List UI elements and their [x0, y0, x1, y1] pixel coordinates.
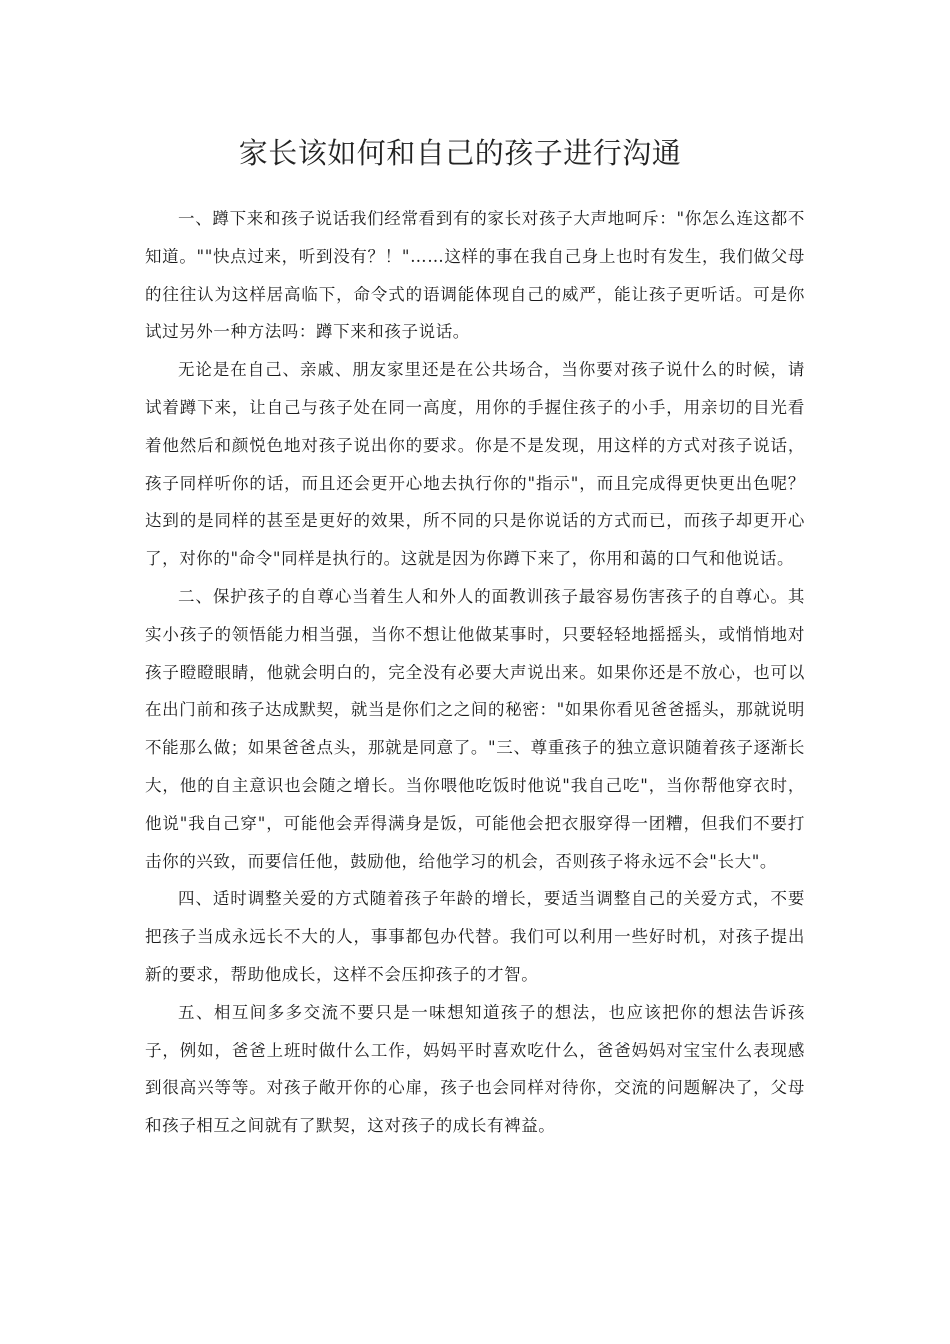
paragraph-same-height: 无论是在自己、亲戚、朋友家里还是在公共场合，当你要对孩子说什么的时候，请试着蹲下来，让自己与孩子处在同一高度，用你的手握住孩子的小手，用亲切的目光看着他然后和颜悦色地对孩子说出你的要求。你是不是发现，用这样的方式对孩子说话，孩子同样听你的话，而且还会更开心地去执行你的"指示"，而且完成得更快更出色呢？达到的是同样的甚至是更好的效果，所不同的只是你说话的方式而已，而孩子却更开心了，对你的"命令"同样是执行的。这就是因为你蹲下来了，你用和蔼的口气和他说话。	[145, 360, 805, 569]
paragraph-self-esteem: 二、保护孩子的自尊心当着生人和外人的面教训孩子最容易伤害孩子的自尊心。其实小孩子的领悟能力相当强，当你不想让他做某事时，只要轻轻地摇摇头，或悄悄地对孩子瞪瞪眼睛，他就会明白的，完全没有必要大声说出来。如果你还是不放心，也可以在出门前和孩子达成默契，就当是你们之之间的秘密："如果你看见爸爸摇头，那就说明不能那么做；如果爸爸点头，那就是同意了。"三、尊重孩子的独立意识随着孩子逐渐长大，他的自主意识也会随之增长。当你喂他吃饭时他说"我自己吃"，当你帮他穿衣时，他说"我自己穿"，可能他会弄得满身是饭，可能他会把衣服穿得一团糟，但我们不要打击你的兴致，而要信任他，鼓励他，给他学习的机会，否则孩子将永远不会"长大"。	[145, 586, 805, 871]
paragraph-squat-down: 一、蹲下来和孩子说话我们经常看到有的家长对孩子大声地呵斥："你怎么连这都不知道。""快点过来，听到没有？！"……这样的事在我自己身上也时有发生，我们做父母的往往认为这样居高临下，命令式的语调能体现自己的威严，能让孩子更听话。可是你试过另外一种方法吗：蹲下来和孩子说话。	[145, 209, 805, 342]
paragraph-communicate: 五、相互间多多交流不要只是一味想知道孩子的想法，也应该把你的想法告诉孩子，例如，爸爸上班时做什么工作，妈妈平时喜欢吃什么，爸爸妈妈对宝宝什么表现感到很高兴等等。对孩子敞开你的心扉，孩子也会同样对待你，交流的问题解决了，父母和孩子相互之间就有了默契，这对孩子的成长有裨益。	[145, 1002, 805, 1136]
page-title: 家长该如何和自己的孩子进行沟通	[238, 136, 682, 170]
paragraph-adjust-care: 四、适时调整关爱的方式随着孩子年龄的增长，要适当调整自己的关爱方式，不要把孩子当成永远长不大的人，事事都包办代替。我们可以利用一些好时机，对孩子提出新的要求，帮助他成长，这样不会压抑孩子的才智。	[145, 889, 805, 984]
document-body	[145, 200, 805, 1145]
